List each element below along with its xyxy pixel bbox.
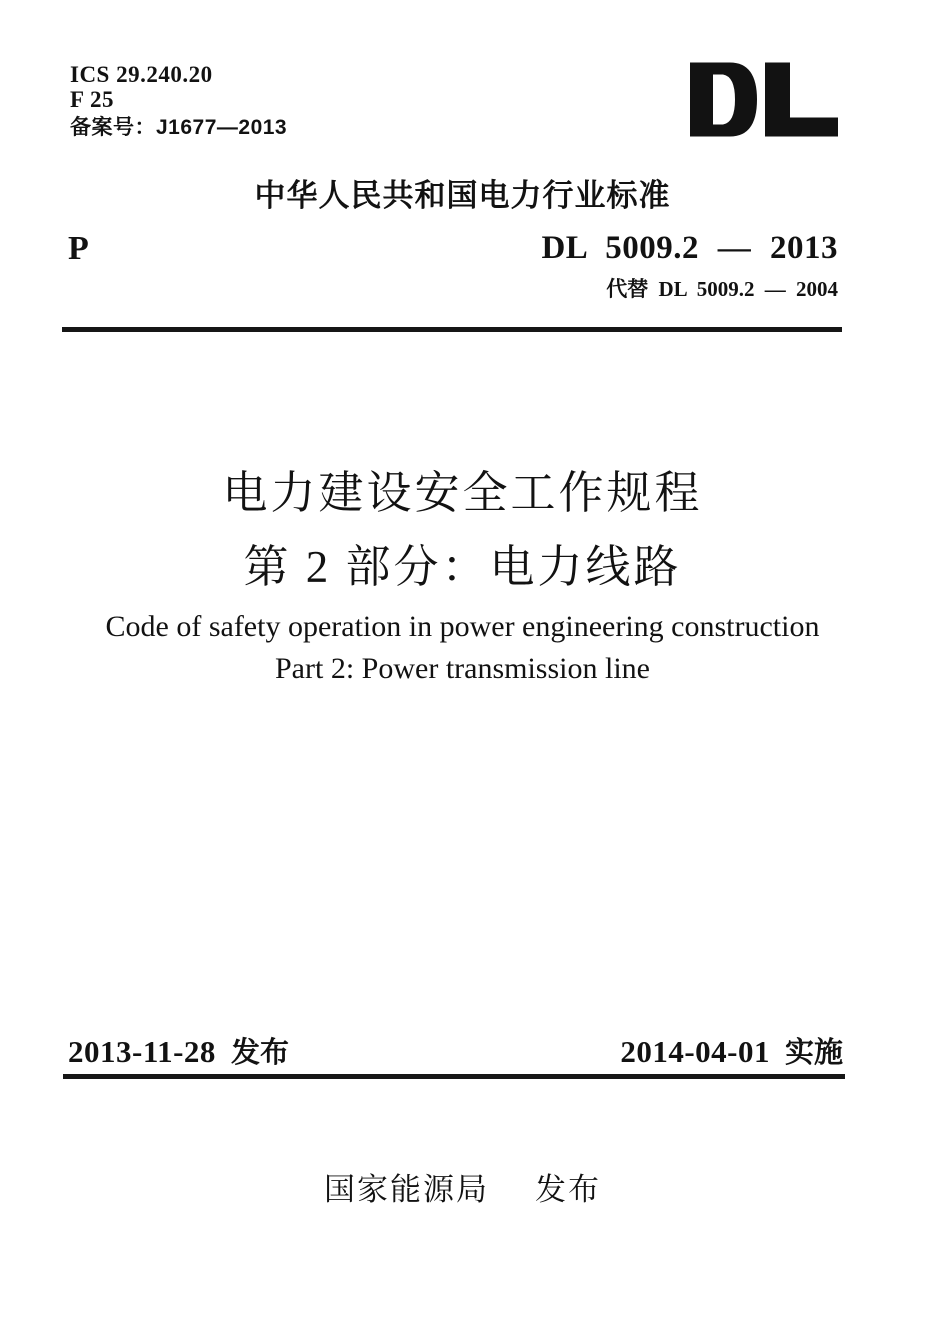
title-en-line2: Part 2: Power transmission line bbox=[275, 652, 650, 685]
classification-block bbox=[70, 62, 287, 140]
dl-logo-icon bbox=[690, 62, 838, 137]
implement-date: 2014-04-01 bbox=[620, 1034, 770, 1069]
replaces-note: 代替 DL 5009.2 — 2004 bbox=[606, 277, 838, 301]
title-chinese bbox=[0, 456, 925, 604]
standard-number-block bbox=[541, 230, 838, 303]
ics-code: ICS 29.240.20 bbox=[70, 62, 213, 87]
standard-number: DL 5009.2 — 2013 bbox=[541, 230, 838, 266]
issue-date: 2013-11-28 bbox=[68, 1034, 216, 1069]
title-english bbox=[0, 606, 925, 690]
divider-top bbox=[62, 327, 842, 332]
dates-row bbox=[68, 1030, 843, 1071]
standard-category-title: 中华人民共和国电力行业标准 bbox=[254, 178, 671, 213]
publisher-row bbox=[0, 1164, 925, 1209]
divider-bottom bbox=[63, 1074, 845, 1079]
implement-date-item bbox=[620, 1030, 843, 1071]
title-en-line1: Code of safety operation in power engineering construction bbox=[105, 610, 820, 643]
class-code: F 25 bbox=[70, 87, 114, 112]
implement-label: 实施 bbox=[784, 1037, 843, 1069]
publisher-action: 发布 bbox=[535, 1172, 601, 1207]
record-number: 备案号：J1677—2013 bbox=[70, 116, 288, 139]
issue-date-item bbox=[68, 1030, 289, 1071]
title-cn-line1: 电力建设安全工作规程 bbox=[222, 468, 703, 518]
publisher-name: 国家能源局 bbox=[324, 1172, 489, 1207]
issue-label: 发布 bbox=[230, 1037, 289, 1069]
category-letter: P bbox=[68, 230, 89, 267]
title-cn-line2: 第 2 部分：电力线路 bbox=[243, 542, 682, 592]
